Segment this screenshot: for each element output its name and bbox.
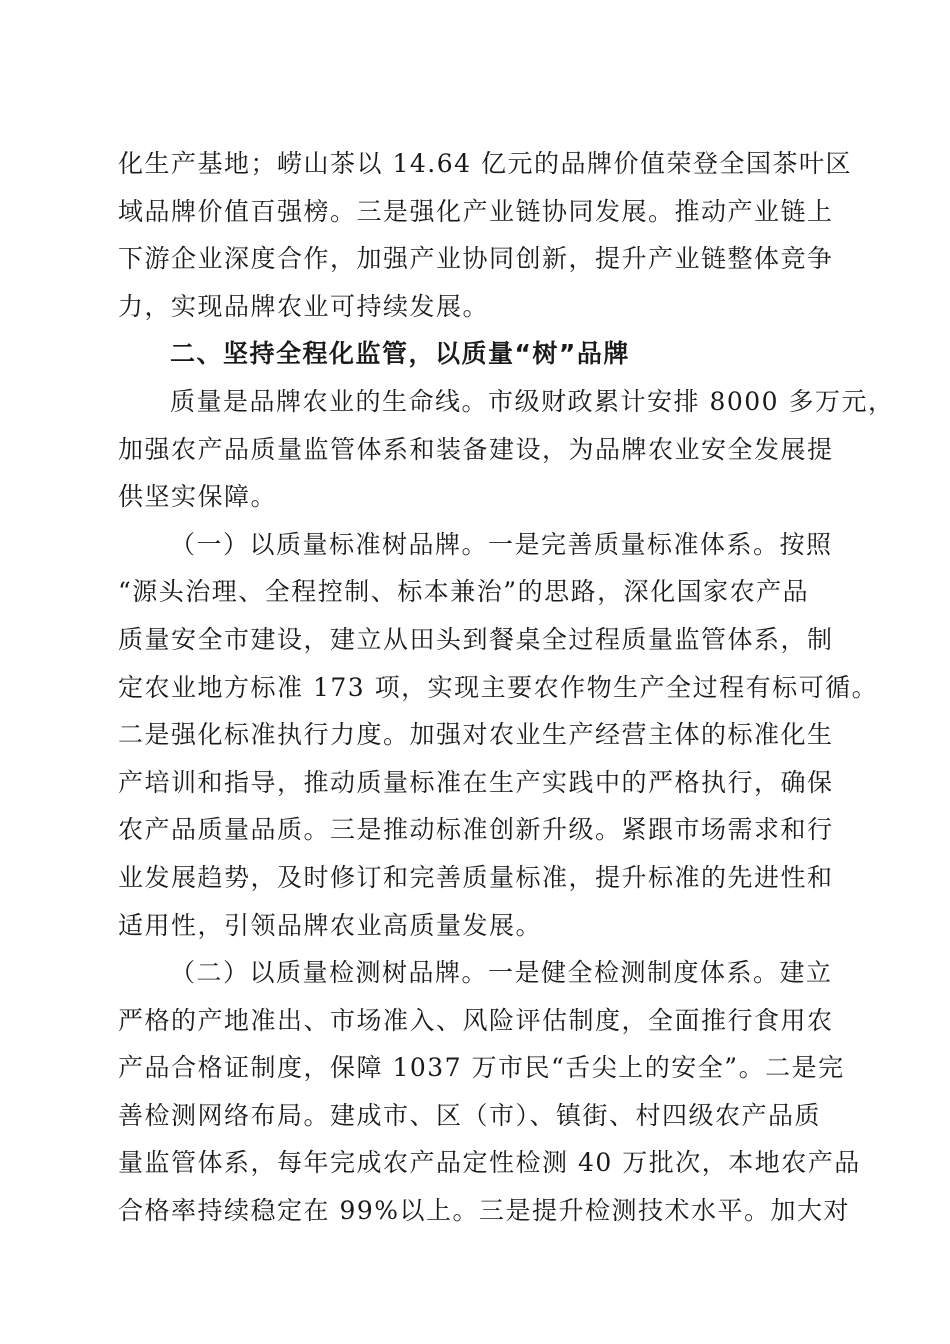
text-line: 供坚实保障。 [118, 482, 278, 512]
text-line: （二）以质量检测树品牌。一是健全检测制度体系。建立 [170, 958, 833, 988]
text-line: 严格的产地准出、市场准入、风险评估制度，全面推行食用农 [118, 1005, 834, 1035]
text-line: “源头治理、全程控制、标本兼治”的思路，深化国家农产品 [118, 577, 810, 607]
text-line: 力，实现品牌农业可持续发展。 [118, 291, 490, 321]
text-line: 量监管体系，每年完成农产品定性检测 40 万批次，本地农产品 [118, 1148, 861, 1178]
text-line: 质量安全市建设，建立从田头到餐桌全过程质量监管体系，制 [118, 624, 834, 654]
document-page [118, 140, 895, 1235]
text-line: 二是强化标准执行力度。加强对农业生产经营主体的标准化生 [118, 720, 834, 750]
text-line: 定农业地方标准 173 项，实现主要农作物生产全过程有标可循。 [118, 672, 879, 702]
section-heading: 二、坚持全程化监管，以质量“树”品牌 [170, 339, 630, 369]
text-line: 域品牌价值百强榜。三是强化产业链协同发展。推动产业链上 [118, 196, 834, 226]
text-line: 下游企业深度合作，加强产业协同创新，提升产业链整体竞争 [118, 244, 834, 274]
text-line: 适用性，引领品牌农业高质量发展。 [118, 910, 543, 940]
text-line: 农产品质量品质。三是推动标准创新升级。紧跟市场需求和行 [118, 815, 834, 845]
text-line: 化生产基地；崂山茶以 14.64 亿元的品牌价值荣登全国茶叶区 [118, 149, 852, 178]
text-line: 产培训和指导，推动质量标准在生产实践中的严格执行，确保 [118, 767, 834, 797]
text-line: 质量是品牌农业的生命线。市级财政累计安排 8000 多万元， [170, 386, 895, 416]
text-line: 合格率持续稳定在 99%以上。三是提升检测技术水平。加大对 [118, 1196, 851, 1226]
text-line: 业发展趋势，及时修订和完善质量标准，提升标准的先进性和 [118, 862, 834, 892]
text-line: 加强农产品质量监管体系和装备建设，为品牌农业安全发展提 [118, 434, 834, 464]
text-line: 善检测网络布局。建成市、区（市）、镇街、村四级农产品质 [118, 1100, 822, 1130]
text-line: （一）以质量标准树品牌。一是完善质量标准体系。按照 [170, 529, 833, 559]
text-line: 产品合格证制度，保障 1037 万市民“舌尖上的安全”。二是完 [118, 1053, 845, 1083]
